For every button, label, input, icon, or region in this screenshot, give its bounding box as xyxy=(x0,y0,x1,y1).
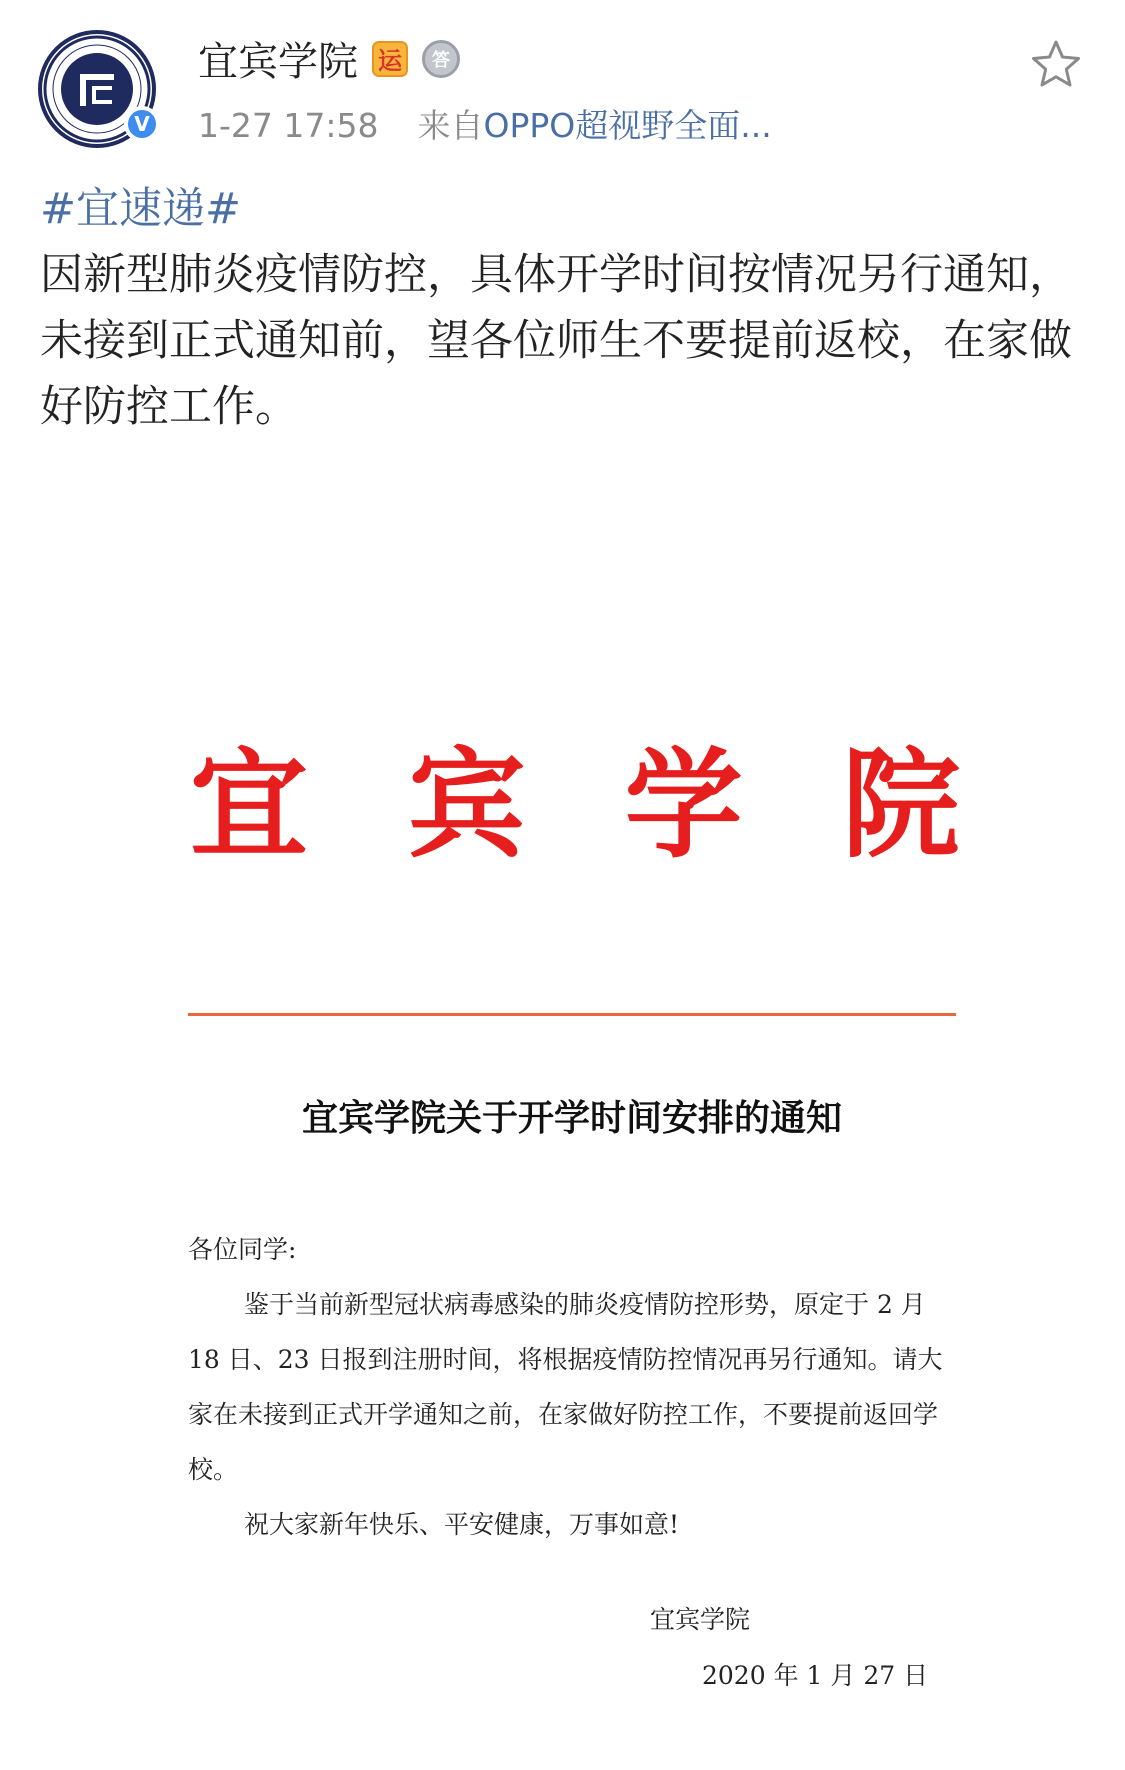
heading-char: 学 xyxy=(624,735,743,874)
document-body xyxy=(188,1222,958,1552)
star-icon[interactable] xyxy=(1030,38,1082,90)
avatar[interactable] xyxy=(38,30,156,148)
document-heading xyxy=(190,735,960,874)
yun-badge-icon[interactable]: 运 xyxy=(372,41,408,77)
user-name-row xyxy=(198,30,460,87)
heading-char: 院 xyxy=(841,735,960,874)
heading-char: 宜 xyxy=(190,735,309,874)
timestamp: 1-27 17:58 xyxy=(198,106,379,145)
source-device-link[interactable]: OPPO超视野全面... xyxy=(483,106,772,145)
post-meta xyxy=(198,100,772,147)
post-text: 因新型肺炎疫情防控，具体开学时间按情况另行通知，未接到正式通知前，望各位师生不要提前返校，在家做好防控工作。 xyxy=(40,250,1072,432)
post-body xyxy=(40,176,1080,440)
document-salutation: 各位同学: xyxy=(188,1235,297,1264)
document-signature: 宜宾学院 xyxy=(650,1605,751,1634)
document-title: 宜宾学院关于开学时间安排的通知 xyxy=(301,1097,842,1139)
heading-char: 宾 xyxy=(407,735,526,874)
verified-icon: V xyxy=(124,106,160,142)
document-paragraph: 鉴于当前新型冠状病毒感染的肺炎疫情防控形势，原定于 2 月 18 日、23 日报到注册时间，将根据疫情防控情况再另行通知。请大家在未接到正式开学通知之前，在家做好防控工作，不要提前返回学校。 xyxy=(188,1290,943,1484)
source-prefix: 来自 xyxy=(417,106,484,145)
document-divider xyxy=(188,1013,956,1016)
medal-badge-icon[interactable]: 答 xyxy=(422,40,460,78)
hashtag-link[interactable]: #宜速递# xyxy=(40,184,242,234)
document-paragraph: 祝大家新年快乐、平安健康，万事如意! xyxy=(244,1510,680,1539)
username[interactable]: 宜宾学院 xyxy=(198,39,358,85)
document-date: 2020 年 1 月 27 日 xyxy=(702,1661,929,1690)
